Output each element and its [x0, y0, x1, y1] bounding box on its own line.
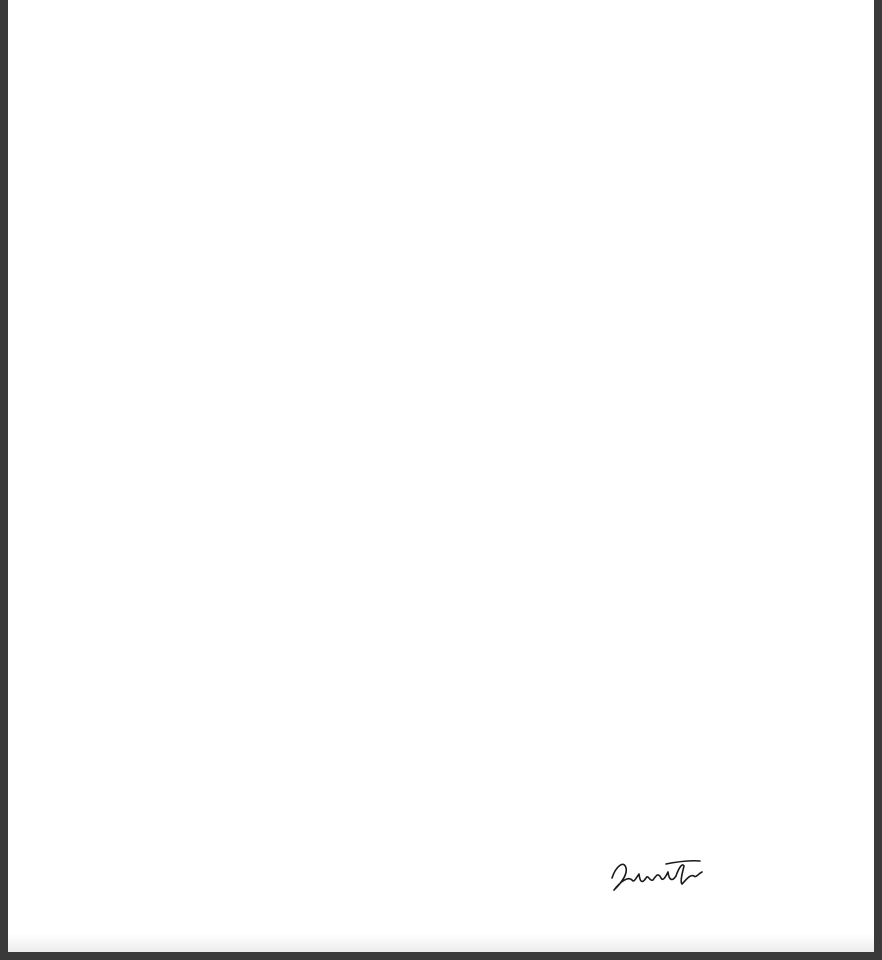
handwritten-signature	[606, 852, 706, 898]
letter-date	[126, 804, 216, 826]
scan-edge-shadow	[8, 934, 874, 952]
letter-page	[8, 0, 874, 952]
